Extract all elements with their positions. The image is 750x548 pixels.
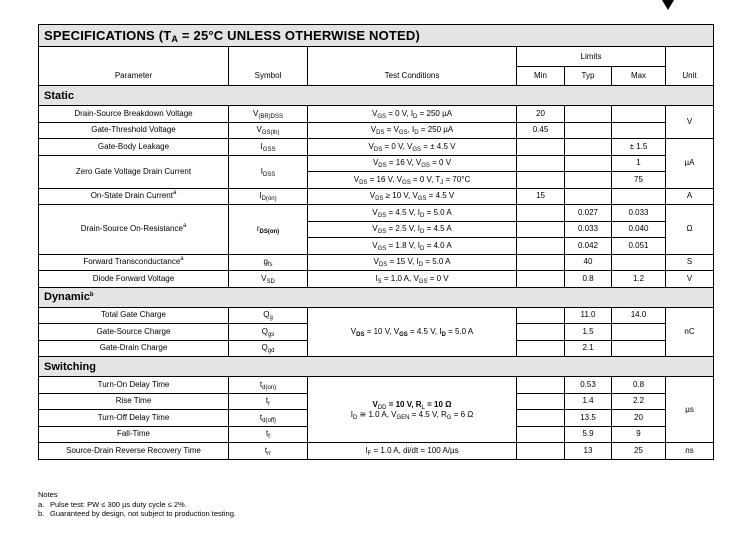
min-cell [517,205,565,222]
notes-block [38,490,236,519]
condition-cell: $I_F = 1.0$ A, di/dt = 100 A/µs [308,443,517,460]
param-cell: Gate-Drain Charge [39,340,229,357]
symbol-cell: $V_{(BR)DSS}$ [229,106,308,123]
param-cell: Gate-Body Leakage [39,139,229,156]
min-cell [517,155,565,172]
symbol-cell: $V_{SD}$ [229,271,308,288]
typ-cell: 0.033 [565,221,612,238]
symbol-cell: $t_{rr}$ [229,443,308,460]
unit-cell: Ω [666,205,714,255]
table-row [39,443,714,460]
typ-cell: 0.53 [565,377,612,394]
table-title: SPECIFICATIONS ($T_A = 25^\circ C$ UNLESS OTHERWISE NOTED) [39,25,714,47]
condition-cell: $V_{DS} = 0$ V, $V_{GS}$ = ± 4.5 V [308,139,517,156]
max-cell [612,122,666,139]
param-cell: On-State Drain Current$^a$ [39,188,229,205]
min-cell [517,221,565,238]
max-cell [612,254,666,271]
param-cell: Total Gate Charge [39,307,229,324]
max-cell: 9 [612,426,666,443]
header-typ: Typ [565,67,612,86]
symbol-cell: $I_{DSS}$ [229,155,308,188]
unit-cell: µA [666,139,714,189]
unit-cell: S [666,254,714,271]
typ-cell [565,172,612,189]
min-cell [517,254,565,271]
section-title-static: Static [39,86,714,106]
typ-cell: 5.9 [565,426,612,443]
param-cell: Drain-Source On-Resistance$^a$ [39,205,229,255]
min-cell [517,307,565,324]
max-cell: 0.051 [612,238,666,255]
typ-cell: 11.0 [565,307,612,324]
unit-cell: V [666,271,714,288]
section-title-dynamic: Dynamic$^b$ [39,287,714,307]
table-row [39,271,714,288]
symbol-cell: $Q_{gd}$ [229,340,308,357]
condition-cell: $V_{DS} = 16$ V, $V_{GS} = 0$ V, $T_J = 70^\circ C$ [308,172,517,189]
condition-cell: $V_{DS} = 10$ V, $V_{GS} = 4.5$ V, $I_D = 5.0$ A [308,307,517,357]
param-cell: Zero Gate Voltage Drain Current [39,155,229,188]
header-test-conditions: Test Conditions [308,47,517,86]
switching-condition-line-2: $I_D$ ≅ 1.0 A, $V_{GEN} = 4.5$ V, $R_G = 6$ Ω [350,409,474,421]
condition-cell: $V_{GS} = 0$ V, $I_D = 250$ µA [308,106,517,123]
condition-cell: $V_{DS} = 15$ V, $I_D = 5.0$ A [308,254,517,271]
condition-cell: $V_{GS} = 2.5$ V, $I_D = 4.5$ A [308,221,517,238]
min-cell [517,271,565,288]
typ-cell [565,155,612,172]
note-a: a. Pulse test: PW ≤ 300 µs duty cycle ≤ 2%. [38,499,187,509]
max-cell: 0.8 [612,377,666,394]
symbol-cell: $t_{d(on)}$ [229,377,308,394]
typ-cell: 0.042 [565,238,612,255]
symbol-cell: $g_{fs}$ [229,254,308,271]
min-cell [517,393,565,410]
min-cell: 0.45 [517,122,565,139]
typ-cell: 0.8 [565,271,612,288]
symbol-cell: $t_{d(off)}$ [229,410,308,427]
max-cell: 20 [612,410,666,427]
notes-heading: Notes [38,490,58,499]
table-row [39,188,714,205]
symbol-cell: $I_{D(on)}$ [229,188,308,205]
unit-cell: V [666,106,714,139]
header-row-1 [39,47,714,67]
unit-cell: nC [666,307,714,357]
typ-cell: 1.4 [565,393,612,410]
typ-cell: 2.1 [565,340,612,357]
typ-cell: 1.5 [565,324,612,341]
min-cell [517,340,565,357]
symbol-cell: $r_{DS(on)}$ [229,205,308,255]
header-max: Max [612,67,666,86]
table-title-row [39,25,714,47]
max-cell: 1.2 [612,271,666,288]
typ-cell [565,106,612,123]
min-cell [517,410,565,427]
max-cell: 75 [612,172,666,189]
table-row [39,106,714,123]
condition-cell: $V_{DS} = 16$ V, $V_{GS} = 0$ V [308,155,517,172]
param-cell: Gate-Threshold Voltage [39,122,229,139]
typ-cell [565,188,612,205]
condition-cell [308,377,517,443]
param-cell: Fall-Time [39,426,229,443]
condition-cell: $I_S = 1.0$ A, $V_{GS} = 0$ V [308,271,517,288]
condition-cell: $V_{GS} = 1.8$ V, $I_D = 4.0$ A [308,238,517,255]
typ-cell: 13 [565,443,612,460]
max-cell: 0.033 [612,205,666,222]
page-marker-arrow [662,0,674,10]
max-cell [612,324,666,341]
max-cell: 14.0 [612,307,666,324]
param-cell: Turn-Off Delay Time [39,410,229,427]
specifications-table [38,24,714,460]
max-cell: 0.040 [612,221,666,238]
section-title-switching: Switching [39,357,714,377]
typ-cell [565,139,612,156]
table-row [39,307,714,324]
param-cell: Source-Drain Reverse Recovery Time [39,443,229,460]
min-cell [517,172,565,189]
min-cell [517,377,565,394]
condition-cell: $V_{DS} \ge 10$ V, $V_{GS} = 4.5$ V [308,188,517,205]
typ-cell [565,122,612,139]
table-row [39,139,714,156]
symbol-cell: $I_{GSS}$ [229,139,308,156]
param-cell: Rise Time [39,393,229,410]
switching-condition-line-1: $V_{DD} = 10$ V, $R_L = 10$ Ω [372,399,452,411]
header-limits: Limits [517,47,666,67]
table-row [39,205,714,222]
unit-cell: µs [666,377,714,443]
condition-cell: $V_{GS} = 4.5$ V, $I_D = 5.0$ A [308,205,517,222]
section-dynamic [39,287,714,307]
unit-cell: ns [666,443,714,460]
max-cell: 2.2 [612,393,666,410]
max-cell [612,106,666,123]
condition-cell: $V_{DS} = V_{GS}$, $I_D = 250$ µA [308,122,517,139]
min-cell: 15 [517,188,565,205]
min-cell [517,324,565,341]
symbol-cell: $t_r$ [229,393,308,410]
note-b: b. Guaranteed by design, not subject to production testing. [38,509,236,518]
typ-cell: 40 [565,254,612,271]
max-cell: 25 [612,443,666,460]
symbol-cell: $Q_g$ [229,307,308,324]
min-cell [517,426,565,443]
symbol-cell: $V_{GS(th)}$ [229,122,308,139]
param-cell: Turn-On Delay Time [39,377,229,394]
table-row [39,377,714,394]
header-unit: Unit [666,47,714,86]
table-row [39,122,714,139]
typ-cell: 0.027 [565,205,612,222]
max-cell [612,340,666,357]
symbol-cell: $Q_{gs}$ [229,324,308,341]
max-cell: ± 1.5 [612,139,666,156]
table-row [39,155,714,172]
section-static [39,86,714,106]
param-cell: Gate-Source Charge [39,324,229,341]
min-cell [517,238,565,255]
table-row [39,254,714,271]
min-cell [517,443,565,460]
min-cell [517,139,565,156]
unit-cell: A [666,188,714,205]
symbol-cell: $t_f$ [229,426,308,443]
header-min: Min [517,67,565,86]
param-cell: Forward Transconductance$^a$ [39,254,229,271]
typ-cell: 13.5 [565,410,612,427]
section-switching [39,357,714,377]
max-cell [612,188,666,205]
param-cell: Diode Forward Voltage [39,271,229,288]
param-cell: Drain-Source Breakdown Voltage [39,106,229,123]
min-cell: 20 [517,106,565,123]
header-symbol: Symbol [229,47,308,86]
max-cell: 1 [612,155,666,172]
header-parameter: Parameter [39,47,229,86]
